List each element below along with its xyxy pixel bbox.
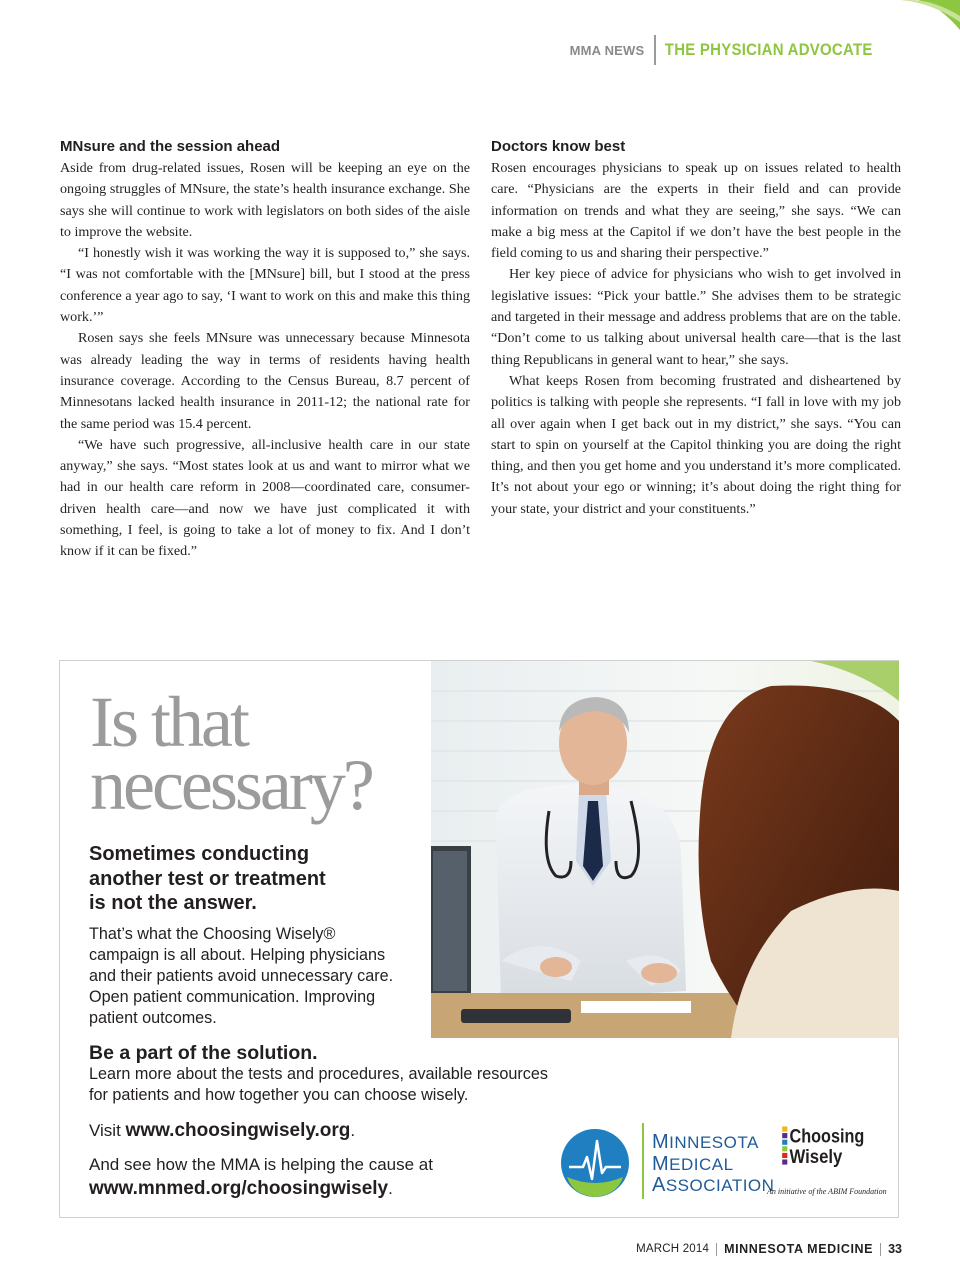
- magazine-name: MINNESOTA MEDICINE: [724, 1242, 874, 1256]
- ad-body-line: patient outcomes.: [89, 1009, 217, 1027]
- paragraph: Rosen encourages physicians to speak up on issues related to health care. “Physicians are the experts in their field and can provide information on trends and what they are seeing,” she says. “We can make a big mess at the Capitol if we don’t have the best people in the field coming to us and sharing their perspective.”: [491, 160, 901, 262]
- ad-cta-heading: Be a part of the solution.: [89, 1042, 318, 1064]
- paragraph: “We have such progressive, all-inclusive health care in our state anyway,” she says. “Most states look at us and want to mirror what we had in our health care reform in 2008—coordinated care, consumer-driven health care—and now we have just complicated it with something, I feel, is going to take a lot of money to fix. And I don’t know if it can be fixed.”: [60, 436, 470, 560]
- page-number: 33: [888, 1242, 902, 1256]
- paragraph: “I honestly wish it was working the way it is supposed to,” she says. “I was not comfortable with the [MNsure] bill, but I stood at the press conference a year ago to say, ‘I want to work on this and make this thing work.’”: [60, 245, 470, 326]
- doctor-patient-photo: [431, 661, 899, 1038]
- ad-subhead-line: another test or treatment: [89, 867, 326, 890]
- ad-subhead: [89, 842, 389, 916]
- issue-date: MARCH 2014: [636, 1243, 710, 1255]
- ad-title: [90, 682, 372, 825]
- choosing-wisely-advertisement: [59, 660, 899, 1218]
- mma-rest: EDICAL: [669, 1154, 734, 1174]
- section-heading: MNsure and the session ahead: [60, 138, 281, 155]
- ad-subhead-line: Sometimes conducting: [89, 843, 310, 865]
- mma-line-text: And see how the MMA is helping the cause at: [89, 1155, 433, 1174]
- cw-logo-line1: Choosing: [789, 1126, 865, 1148]
- mma-cap: A: [652, 1174, 666, 1196]
- ad-mma-line: [89, 1153, 433, 1201]
- choosing-wisely-logo: [767, 1125, 881, 1169]
- mma-logo-wordmark: [652, 1132, 774, 1197]
- page-footer: [636, 1240, 902, 1258]
- ad-learn-line: Learn more about the tests and procedures, available resources: [89, 1065, 548, 1083]
- corner-swoosh-decoration: [900, 0, 960, 34]
- mnmed-link[interactable]: www.mnmed.org/choosingwisely: [89, 1178, 389, 1199]
- ad-title-line: Is that: [90, 682, 247, 762]
- cw-logo-line2: Wisely: [789, 1147, 843, 1169]
- department-label: THE PHYSICIAN ADVOCATE: [664, 40, 873, 59]
- footer-divider: [716, 1243, 717, 1256]
- visit-suffix: .: [350, 1121, 356, 1140]
- ad-visit-line: [89, 1120, 355, 1142]
- visit-prefix: Visit: [89, 1121, 126, 1140]
- ad-body-line: That’s what the Choosing Wisely®: [89, 925, 336, 943]
- section-heading: Doctors know best: [491, 138, 626, 155]
- ad-subhead-line: is not the answer.: [89, 892, 257, 914]
- page-header: [570, 34, 902, 66]
- mma-url-suffix: .: [388, 1179, 393, 1198]
- footer-divider: [880, 1243, 881, 1256]
- mma-cap: M: [652, 1152, 670, 1175]
- choosingwisely-link[interactable]: www.choosingwisely.org: [125, 1120, 351, 1141]
- mma-rest: SSOCIATION: [665, 1176, 775, 1195]
- ad-body-line: campaign is all about. Helping physicians: [89, 946, 386, 964]
- ad-learn-line: for patients and how together you can choose wisely.: [89, 1086, 469, 1104]
- ad-learn-text: [89, 1064, 589, 1106]
- ad-body-line: and their patients avoid unnecessary care.: [89, 967, 394, 985]
- paragraph: Her key piece of advice for physicians who wish to get involved in legislative issues: “Pick your battle.” She advises them to be strategic and targeted in their message and address problems that are on the table. “Don’t come to us talking about universal health care—that is the last thing Republicans in general want to hear,” she says.: [491, 266, 901, 368]
- mma-logo-icon: [559, 1127, 631, 1199]
- ad-body-line: Open patient communication. Improving: [89, 988, 376, 1006]
- cw-tagline: An initiative of the ABIM Foundation: [767, 1187, 887, 1196]
- paragraph: Aside from drug-related issues, Rosen will be keeping an eye on the ongoing struggles of MNsure, the state’s health insurance exchange. She says she will continue to work with legislators on both sides of the aisle to improve the website.: [60, 160, 470, 240]
- paragraph: What keeps Rosen from becoming frustrated and disheartened by politics is talking with people she represents. “I fall in love with my job all over again when I get back out in my district,” she says. “You can start to spin on yourself at the Capitol thinking you are doing the right thing, and then you get home and you understand it’s more complicated. It’s not about your ego or winning; it’s about doing the right thing for your state, your district and your constituents.”: [491, 372, 901, 517]
- paragraph: Rosen says she feels MNsure was unnecessary because Minnesota was already leading the way in terms of residents having health insurance coverage. According to the Census Bureau, 8.7 percent of Minnesotans lacked health insurance in 2011-12; the national rate for the same period was 15.4 percent.: [60, 330, 470, 432]
- mma-logo-divider: [642, 1123, 644, 1199]
- ad-title-line: necessary?: [90, 745, 372, 825]
- right-column: [491, 136, 901, 520]
- mma-rest: INNESOTA: [669, 1133, 759, 1152]
- ad-body-text: [89, 924, 429, 1029]
- section-label: MMA NEWS: [569, 42, 645, 58]
- left-column: [60, 136, 470, 563]
- mma-cap: M: [652, 1131, 670, 1153]
